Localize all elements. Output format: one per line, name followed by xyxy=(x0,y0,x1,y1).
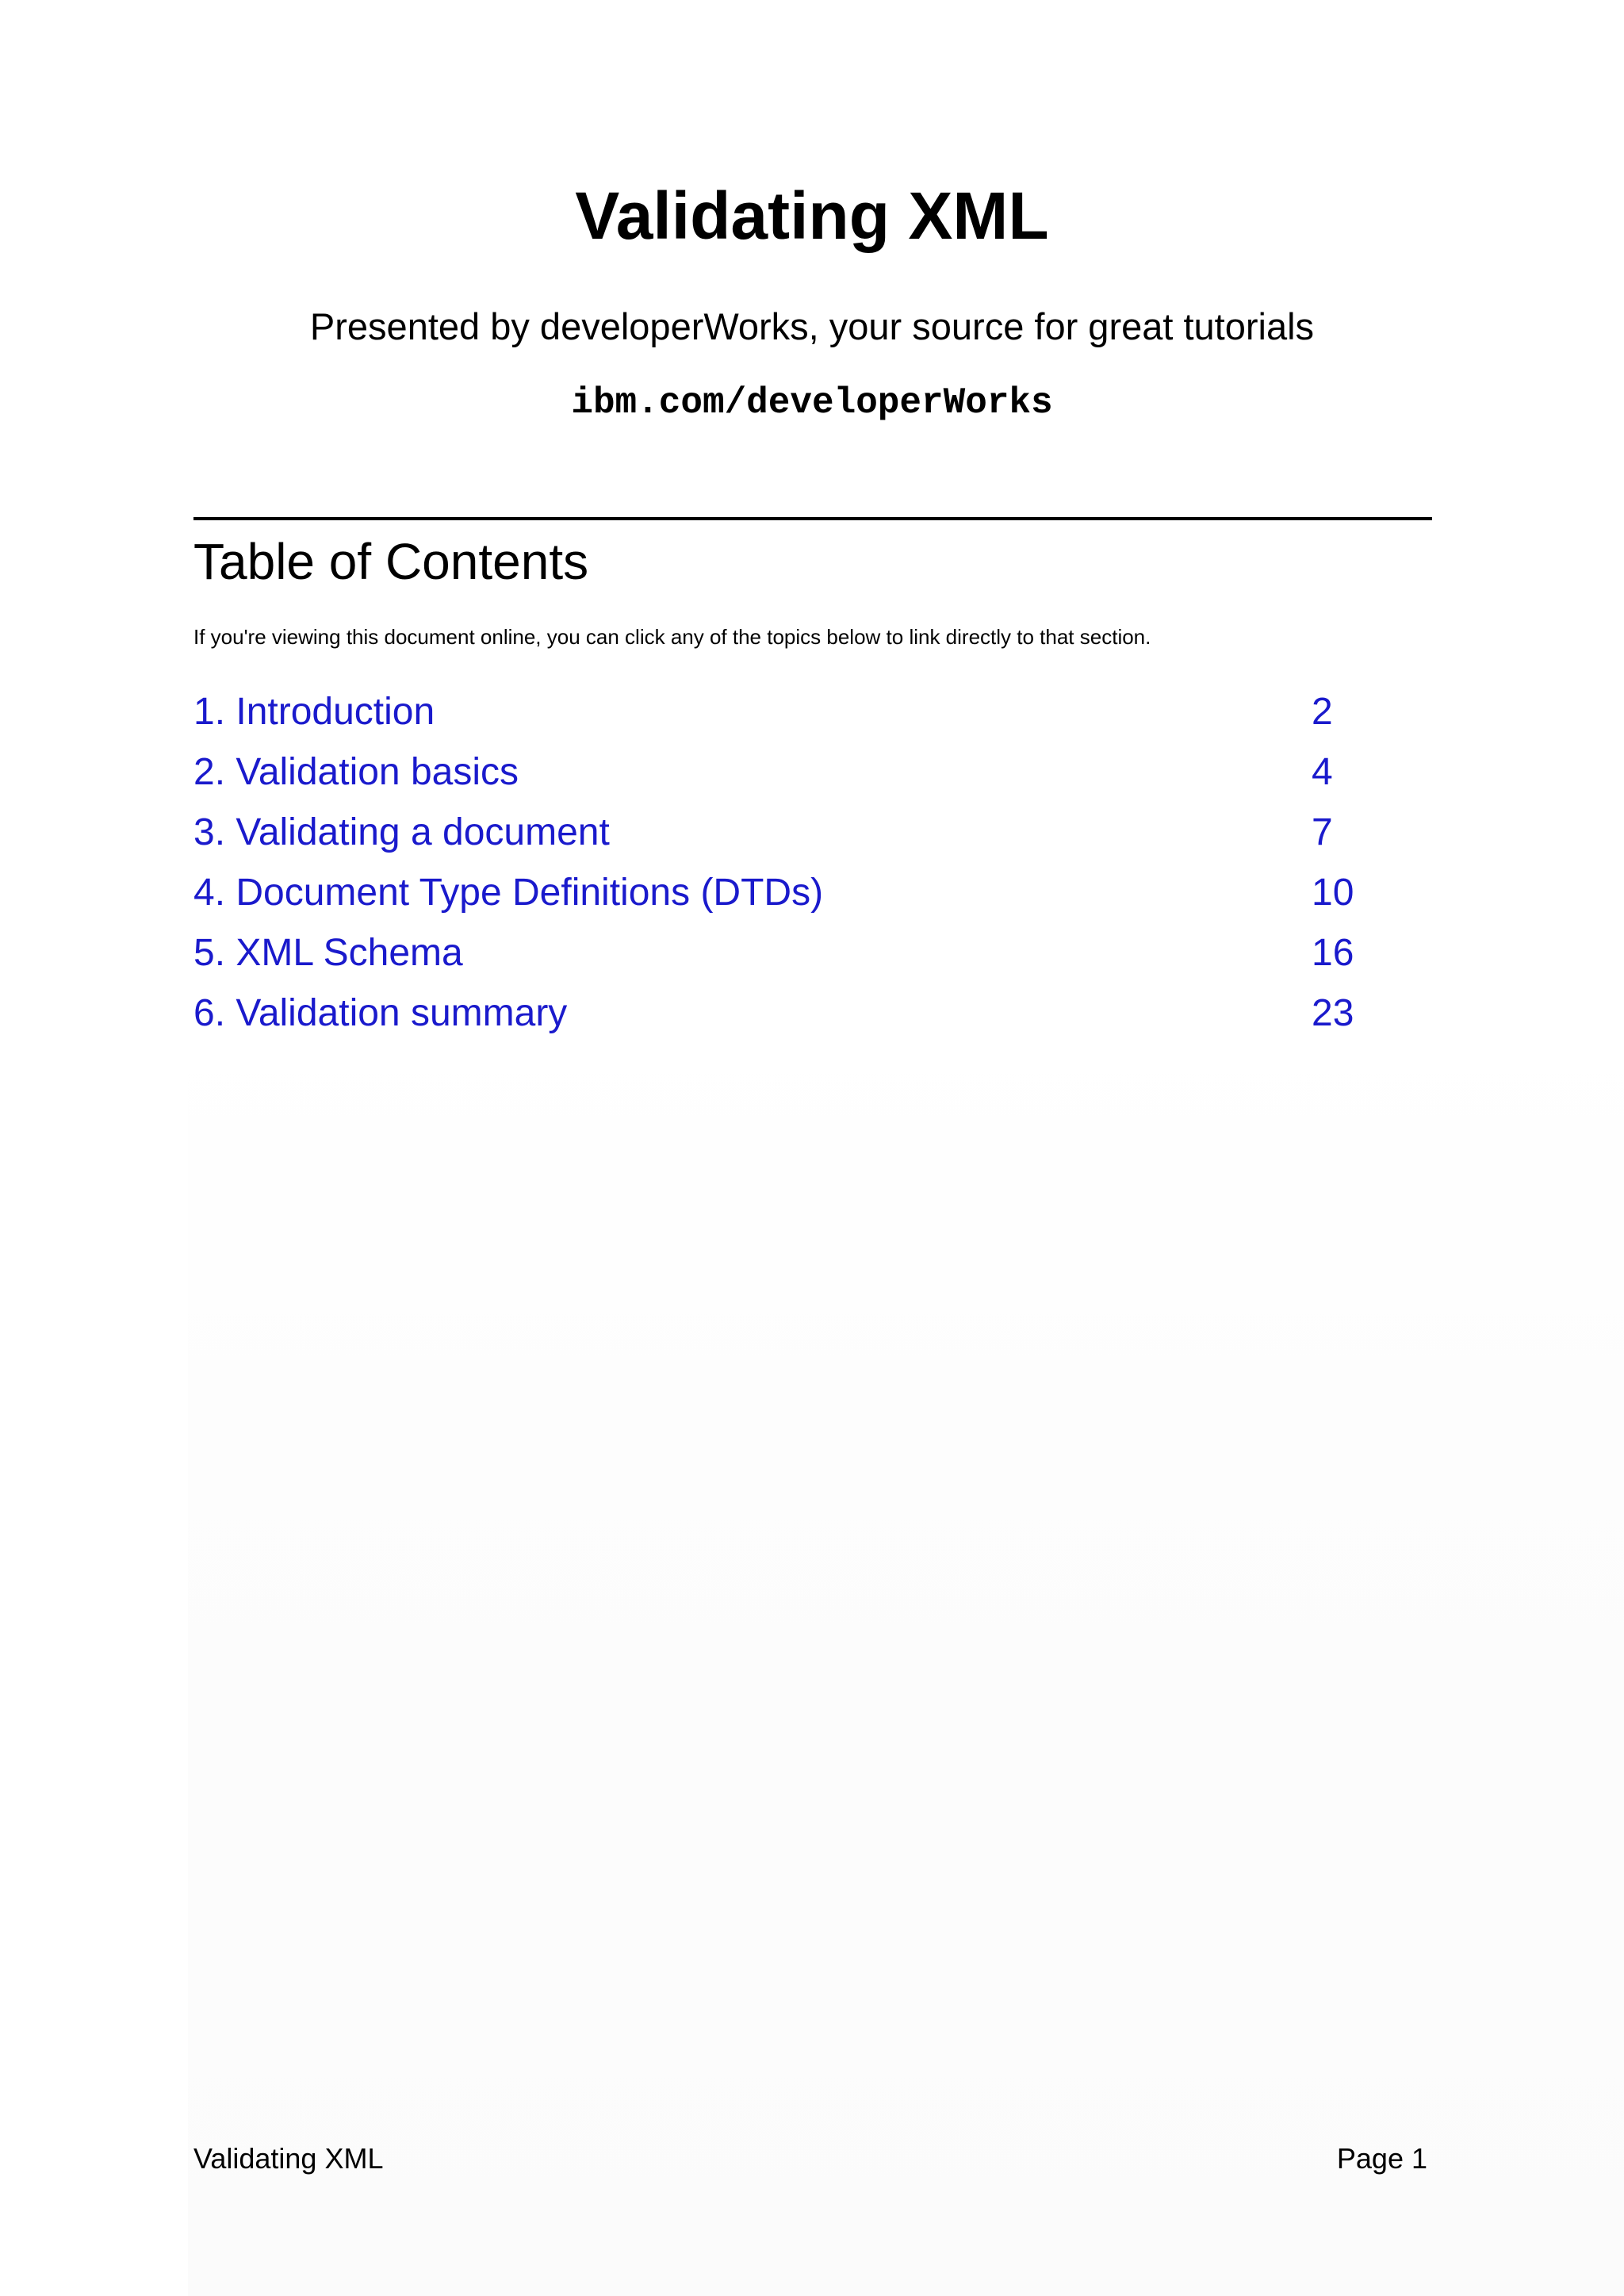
footer-document-title: Validating XML xyxy=(193,2142,384,2175)
toc-item-validation-summary[interactable] xyxy=(193,985,1432,1045)
toc-item-label[interactable]: 5. XML Schema xyxy=(193,932,463,974)
toc-item-page[interactable]: 7 xyxy=(1312,811,1333,853)
toc-item-label[interactable]: 1. Introduction xyxy=(193,691,435,733)
toc-item-validation-basics[interactable] xyxy=(193,744,1432,804)
site-url: ibm.com/developerWorks xyxy=(571,382,1053,424)
footer-page-number: Page 1 xyxy=(1336,2142,1427,2175)
section-divider xyxy=(193,517,1432,520)
toc-note: If you're viewing this document online, you can click any of the topics below to link directly to that section. xyxy=(193,625,1151,649)
toc-item-page[interactable]: 23 xyxy=(1312,992,1354,1034)
toc-item-label[interactable]: 4. Document Type Definitions (DTDs) xyxy=(193,872,824,914)
toc-list xyxy=(193,684,1432,1045)
toc-item-page[interactable]: 16 xyxy=(1312,932,1354,974)
document-subtitle: Presented by developerWorks, your source for great tutorials xyxy=(309,305,1315,347)
toc-item-dtds[interactable] xyxy=(193,864,1432,925)
document-title: Validating XML xyxy=(575,178,1049,253)
toc-heading: Table of Contents xyxy=(193,533,589,590)
toc-item-label[interactable]: 2. Validation basics xyxy=(193,751,519,793)
toc-item-introduction[interactable] xyxy=(193,684,1432,744)
toc-item-page[interactable]: 2 xyxy=(1312,691,1333,733)
toc-item-label[interactable]: 3. Validating a document xyxy=(193,811,610,853)
toc-item-page[interactable]: 10 xyxy=(1312,872,1354,914)
toc-item-xml-schema[interactable] xyxy=(193,925,1432,985)
toc-item-page[interactable]: 4 xyxy=(1312,751,1333,793)
toc-item-label[interactable]: 6. Validation summary xyxy=(193,992,568,1034)
page-background-shade xyxy=(188,1023,1624,2296)
toc-item-validating-a-document[interactable] xyxy=(193,804,1432,864)
